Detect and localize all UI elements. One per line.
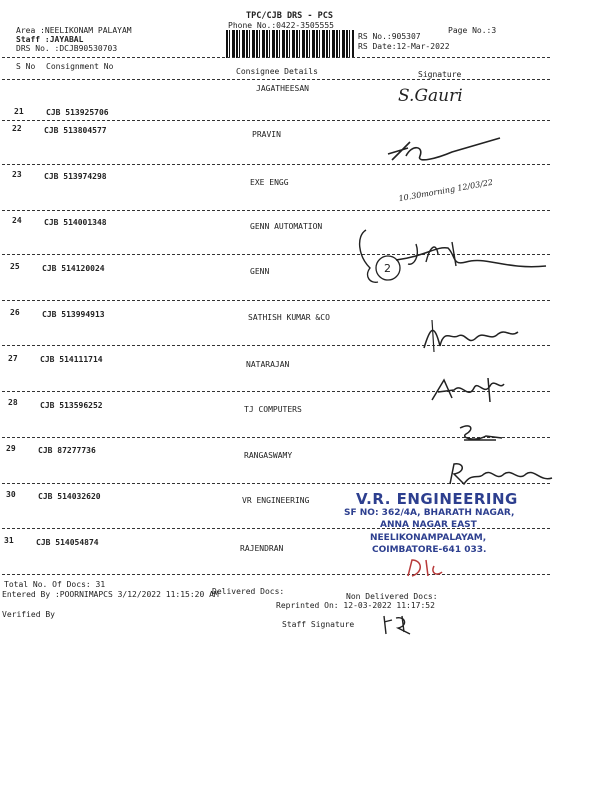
- row-divider: [2, 210, 550, 211]
- row-sno: 31: [4, 536, 14, 545]
- row-consignee: EXE ENGG: [250, 178, 289, 187]
- row-divider: [2, 120, 550, 121]
- row-divider: [2, 574, 550, 575]
- row-consignee: NATARAJAN: [246, 360, 290, 369]
- phone-number: Phone No.:0422-3505555: [228, 21, 334, 30]
- row-consignment: CJB 513974298: [44, 172, 107, 181]
- row-consignee: TJ COMPUTERS: [244, 405, 302, 414]
- delivered-docs: Delivered Docs:: [212, 587, 285, 596]
- row-consignment: CJB 514032620: [38, 492, 101, 501]
- signature-26: [418, 318, 524, 354]
- row-sno: 21: [14, 107, 24, 116]
- signature-29: [444, 460, 556, 492]
- report-title: TPC/CJB DRS - PCS: [246, 11, 333, 21]
- col-consignment: Consignment No: [46, 62, 114, 71]
- row-consignee: GENN: [250, 267, 270, 276]
- row-consignment: CJB 514120024: [42, 264, 105, 273]
- row-consignee: RAJENDRAN: [240, 544, 284, 553]
- stamp-address-line2: ANNA NAGAR EAST: [380, 520, 477, 530]
- row-consignment: CJB 514111714: [40, 355, 103, 364]
- row-consignee: JAGATHEESAN: [256, 84, 309, 93]
- drs-number: DRS No. :DCJB90530703: [16, 44, 118, 53]
- verified-by: Verified By: [2, 610, 55, 619]
- col-consignee: Consignee Details: [236, 67, 318, 76]
- rs-number: RS No.:905307: [358, 32, 421, 41]
- staff-signature-label: Staff Signature: [282, 620, 355, 629]
- row-sno: 30: [6, 490, 16, 499]
- page-number: Page No.:3: [448, 26, 497, 35]
- row-divider: [2, 300, 550, 301]
- non-delivered-docs: Non Delivered Docs:: [346, 592, 438, 601]
- signature-21: S.Gauri: [398, 86, 463, 106]
- row-sno: 24: [12, 216, 22, 225]
- signature-24-25: [356, 226, 550, 286]
- row-consignment: CJB 87277736: [38, 446, 96, 455]
- row-sno: 29: [6, 444, 16, 453]
- entered-by: Entered By :POORNIMAPCS 3/12/2022 11:15:20 AM: [2, 590, 219, 599]
- row-consignment: CJB 513994913: [42, 310, 105, 319]
- header-bottom-divider: [2, 79, 550, 80]
- col-sno: S No: [16, 62, 36, 71]
- signature-23: 10.30morning 12/03/22: [397, 177, 494, 204]
- row-consignee: VR ENGINEERING: [242, 496, 310, 505]
- stamp-address-line4: COIMBATORE-641 033.: [372, 545, 487, 555]
- signature-31: [404, 556, 444, 582]
- signature-27: [428, 374, 518, 404]
- row-consignee: RANGASWAMY: [244, 451, 293, 460]
- circled-number: 2: [384, 262, 391, 275]
- row-sno: 28: [8, 398, 18, 407]
- staff-label: Staff :JAYABAL: [16, 35, 84, 44]
- row-consignee: SATHISH KUMAR &CO: [248, 313, 330, 322]
- row-consignment: CJB 514001348: [44, 218, 107, 227]
- row-consignee: PRAVIN: [252, 130, 281, 139]
- barcode: [226, 30, 354, 58]
- reprinted-on: Reprinted On: 12-03-2022 11:17:52: [276, 601, 435, 610]
- rs-date: RS Date:12-Mar-2022: [358, 42, 450, 51]
- stamp-address-line3: NEELIKONAMPALAYAM,: [370, 533, 487, 543]
- col-signature: Signature: [418, 70, 462, 79]
- row-sno: 25: [10, 262, 20, 271]
- row-sno: 26: [10, 308, 20, 317]
- total-docs: Total No. Of Docs: 31: [4, 580, 106, 589]
- row-consignment: CJB 513925706: [46, 108, 109, 117]
- signature-28: [456, 420, 506, 444]
- area-label: Area :NEELIKONAM PALAYAM: [16, 26, 132, 35]
- row-consignment: CJB 513596252: [40, 401, 103, 410]
- row-sno: 27: [8, 354, 18, 363]
- stamp-company-name: V.R. ENGINEERING: [356, 490, 518, 508]
- row-consignment: CJB 513804577: [44, 126, 107, 135]
- row-consignment: CJB 514054874: [36, 538, 99, 547]
- row-consignee: GENN AUTOMATION: [250, 222, 323, 231]
- stamp-address-line1: SF NO: 362/4A, BHARATH NAGAR,: [344, 508, 515, 518]
- signature-22: [380, 134, 510, 168]
- row-sno: 23: [12, 170, 22, 179]
- header-top-divider: [2, 57, 550, 58]
- row-sno: 22: [12, 124, 22, 133]
- staff-signature: [380, 612, 420, 636]
